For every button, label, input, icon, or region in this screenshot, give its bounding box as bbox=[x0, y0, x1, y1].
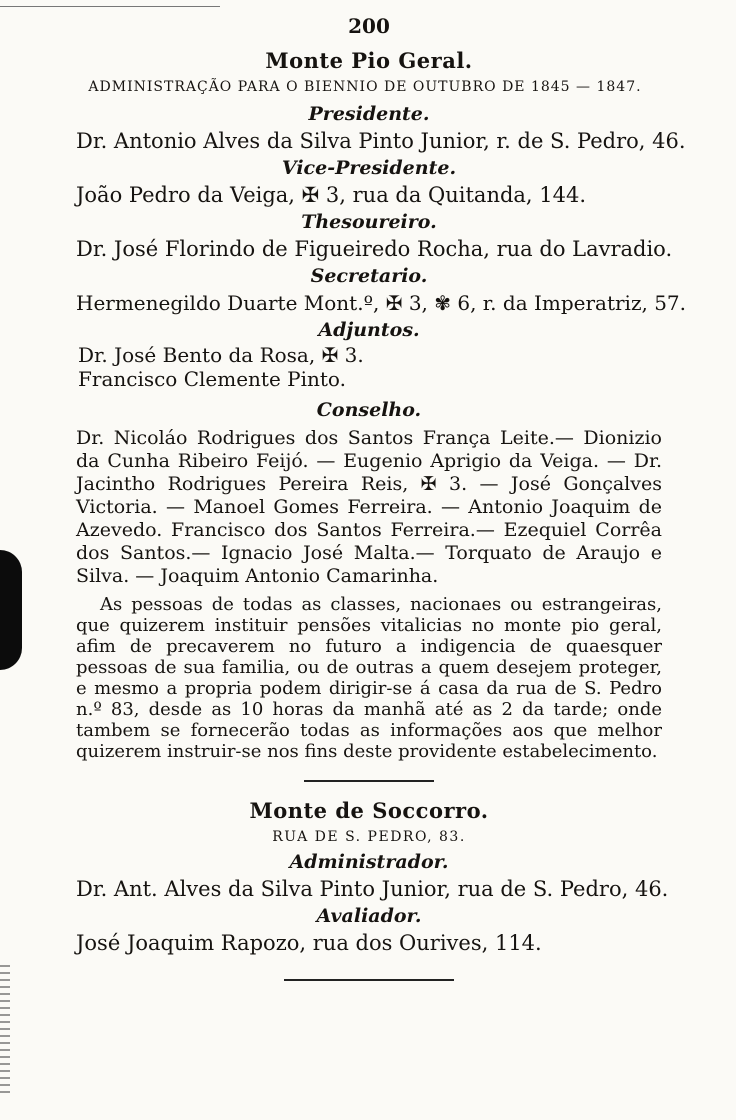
document-page bbox=[76, 14, 687, 997]
avaliador-entry: José Joaquim Rapozo, rua dos Ourives, 114. bbox=[76, 931, 542, 955]
section-title-monte-soccorro: Monte de Soccorro. bbox=[249, 798, 489, 823]
role-vice-label: Vice-Presidente. bbox=[281, 157, 457, 179]
adjunto-entry: Francisco Clemente Pinto. bbox=[78, 367, 346, 391]
role-treasurer-label: Thesoureiro. bbox=[301, 211, 437, 233]
treasurer-entry: Dr. José Florindo de Figueiredo Rocha, rua do Lavradio. bbox=[76, 237, 673, 261]
role-conselho-label: Conselho. bbox=[316, 399, 422, 421]
page-number: 200 bbox=[348, 14, 390, 38]
role-adjuntos-label: Adjuntos. bbox=[318, 319, 420, 341]
council-members: Dr. Nicoláo Rodrigues dos Santos França Leite.— Dionizio da Cunha Ribeiro Feijó. — Eugenio Aprigio da Veiga. — Dr. Jacintho Rodrigues Pereira Reis, ✠ 3. — José Gonçalves Victoria. — Manoel Gomes Ferreira. — Antonio Joaquim de Azevedo. Francisco dos Santos Ferreira.— Ezequiel Corrêa dos Santos.— Ignacio José Malta.— Torquato de Araujo e Silva. — Joaquim Antonio Camarinha. bbox=[76, 427, 662, 587]
scan-edge-speckle bbox=[0, 965, 10, 1095]
role-avaliador-label: Avaliador. bbox=[316, 905, 422, 927]
president-entry: Dr. Antonio Alves da Silva Pinto Junior, r. de S. Pedro, 46. bbox=[76, 129, 686, 153]
role-president-label: Presidente. bbox=[308, 103, 430, 125]
soccorro-address: RUA DE S. PEDRO, 83. bbox=[272, 829, 466, 845]
adjunto-entry: Dr. José Bento da Rosa, ✠ 3. bbox=[78, 343, 364, 367]
role-secretary-label: Secretario. bbox=[310, 265, 428, 287]
secretary-entry: Hermenegildo Duarte Mont.º, ✠ 3, ✾ 6, r. da Imperatriz, 57. bbox=[76, 291, 687, 315]
scan-edge-line bbox=[0, 6, 220, 7]
section-title-monte-pio: Monte Pio Geral. bbox=[265, 48, 473, 73]
notice-paragraph: As pessoas de todas as classes, nacionaes ou estrangeiras, que quizerem instituir pensões vitalicias no monte pio geral, afim de precaverem no futuro a indigencia de quaesquer pessoas de sua familia, ou de outras a quem desejem proteger, e mesmo a propria podem dirigir-se á casa da rua de S. Pedro n.º 83, desde as 10 horas da manhã até as 2 da tarde; onde tambem se fornecerão todas as informações aos que melhor quizerem instruir-se nos fins deste providente estabelecimento. bbox=[76, 594, 662, 762]
end-divider bbox=[284, 979, 454, 981]
section-divider bbox=[304, 780, 434, 782]
administrador-entry: Dr. Ant. Alves da Silva Pinto Junior, rua de S. Pedro, 46. bbox=[76, 877, 669, 901]
vice-president-entry: João Pedro da Veiga, ✠ 3, rua da Quitanda, 144. bbox=[76, 183, 587, 207]
role-administrador-label: Administrador. bbox=[289, 851, 449, 873]
scan-binding-shadow bbox=[0, 550, 22, 670]
administration-subtitle: ADMINISTRAÇÃO PARA O BIENNIO DE OUTUBRO DE 1845 — 1847. bbox=[88, 79, 642, 95]
